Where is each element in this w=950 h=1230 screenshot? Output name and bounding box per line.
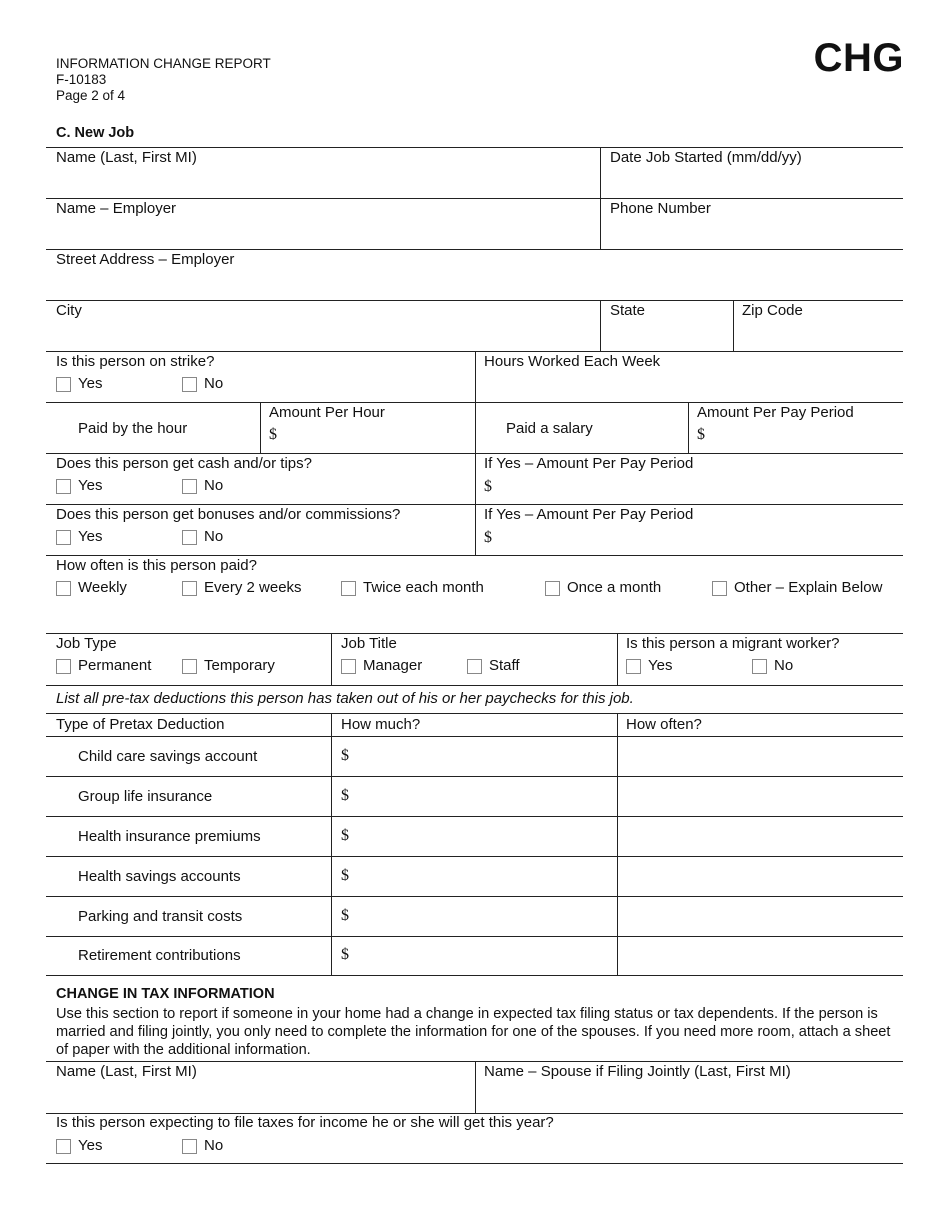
rule bbox=[46, 896, 903, 897]
job-title-label: Job Title bbox=[341, 635, 397, 652]
form-name: INFORMATION CHANGE REPORT bbox=[56, 56, 271, 71]
rule bbox=[260, 402, 261, 453]
rule bbox=[331, 713, 332, 975]
bonuses-question: Does this person get bonuses and/or commissions? bbox=[56, 506, 401, 523]
deduction-row-label: Retirement contributions bbox=[78, 947, 241, 964]
rule bbox=[46, 198, 903, 199]
rule bbox=[46, 776, 903, 777]
temporary-label: Temporary bbox=[204, 657, 275, 674]
amount-period-label[interactable]: Amount Per Pay Period bbox=[697, 404, 854, 421]
other-frequency-checkbox[interactable] bbox=[712, 581, 727, 596]
bonuses-yes-checkbox[interactable] bbox=[56, 530, 71, 545]
tax-section-title: CHANGE IN TAX INFORMATION bbox=[56, 986, 275, 1002]
form-number: F-10183 bbox=[56, 72, 107, 87]
dollar-sign: $ bbox=[269, 426, 277, 443]
strike-no-label: No bbox=[204, 375, 224, 392]
rule bbox=[46, 936, 903, 937]
bonuses-no-label: No bbox=[204, 528, 224, 545]
dollar-sign: $ bbox=[484, 529, 492, 546]
deduction-type-header: Type of Pretax Deduction bbox=[56, 716, 225, 733]
dollar-sign: $ bbox=[484, 478, 492, 495]
cash-tips-no-checkbox[interactable] bbox=[182, 479, 197, 494]
dollar-sign: $ bbox=[341, 827, 349, 844]
how-often-question: How often is this person paid? bbox=[56, 557, 257, 574]
cash-tips-yes-label: Yes bbox=[78, 477, 103, 494]
temporary-checkbox[interactable] bbox=[182, 659, 197, 674]
rule bbox=[617, 633, 618, 685]
strike-yes-checkbox[interactable] bbox=[56, 377, 71, 392]
bonuses-amount-label[interactable]: If Yes – Amount Per Pay Period bbox=[484, 506, 694, 523]
deduction-row-label: Health savings accounts bbox=[78, 868, 241, 885]
migrant-no-checkbox[interactable] bbox=[752, 659, 767, 674]
zip-field-label[interactable]: Zip Code bbox=[742, 302, 803, 319]
rule bbox=[46, 736, 903, 737]
rule bbox=[46, 816, 903, 817]
page-number: Page 2 of 4 bbox=[56, 88, 126, 103]
tax-section-description: Use this section to report if someone in your home had a change in expected tax filing status or tax dependents. If the person is married and filing jointly, you only need to complete the information for one of the spouses. If you need more room, attach a sheet of paper with the additional information. bbox=[56, 1006, 891, 1058]
deduction-amount-header: How much? bbox=[341, 716, 421, 733]
phone-field-label[interactable]: Phone Number bbox=[610, 200, 711, 217]
bonuses-no-checkbox[interactable] bbox=[182, 530, 197, 545]
file-taxes-no-checkbox[interactable] bbox=[182, 1139, 197, 1154]
deductions-instruction: List all pre-tax deductions this person has taken out of his or her paychecks for this job. bbox=[56, 690, 634, 707]
once-month-checkbox[interactable] bbox=[545, 581, 560, 596]
deduction-often-header: How often? bbox=[626, 716, 702, 733]
deduction-row-label: Child care savings account bbox=[78, 748, 258, 765]
rule bbox=[46, 147, 903, 148]
deduction-row-label: Parking and transit costs bbox=[78, 908, 243, 925]
city-field-label[interactable]: City bbox=[56, 302, 82, 319]
form-code: CHG bbox=[813, 36, 904, 80]
manager-checkbox[interactable] bbox=[341, 659, 356, 674]
rule bbox=[733, 300, 734, 351]
dollar-sign: $ bbox=[341, 946, 349, 963]
staff-checkbox[interactable] bbox=[467, 659, 482, 674]
every-2-weeks-checkbox[interactable] bbox=[182, 581, 197, 596]
cash-tips-yes-checkbox[interactable] bbox=[56, 479, 71, 494]
twice-month-checkbox[interactable] bbox=[341, 581, 356, 596]
dollar-sign: $ bbox=[341, 787, 349, 804]
form-header bbox=[56, 56, 271, 104]
rule bbox=[331, 633, 332, 685]
bonuses-yes-label: Yes bbox=[78, 528, 103, 545]
cash-tips-amount-label[interactable]: If Yes – Amount Per Pay Period bbox=[484, 455, 694, 472]
rule bbox=[688, 402, 689, 453]
twice-month-label: Twice each month bbox=[363, 579, 484, 596]
employer-field-label[interactable]: Name – Employer bbox=[56, 200, 177, 217]
date-started-field-label[interactable]: Date Job Started (mm/dd/yy) bbox=[610, 149, 802, 166]
weekly-label: Weekly bbox=[78, 579, 127, 596]
rule bbox=[600, 147, 601, 249]
migrant-no-label: No bbox=[774, 657, 794, 674]
staff-label: Staff bbox=[489, 657, 520, 674]
rule bbox=[475, 1061, 476, 1113]
every-2-weeks-label: Every 2 weeks bbox=[204, 579, 302, 596]
rule bbox=[46, 555, 903, 556]
rule bbox=[617, 713, 618, 975]
rule bbox=[600, 300, 601, 351]
job-type-label: Job Type bbox=[56, 635, 117, 652]
migrant-yes-checkbox[interactable] bbox=[626, 659, 641, 674]
file-taxes-question: Is this person expecting to file taxes for income he or she will get this year? bbox=[56, 1114, 554, 1131]
manager-label: Manager bbox=[363, 657, 423, 674]
deduction-row-label: Group life insurance bbox=[78, 788, 213, 805]
file-taxes-no-label: No bbox=[204, 1137, 224, 1154]
rule bbox=[475, 351, 476, 555]
weekly-checkbox[interactable] bbox=[56, 581, 71, 596]
dollar-sign: $ bbox=[697, 426, 705, 443]
once-month-label: Once a month bbox=[567, 579, 662, 596]
spouse-name-field-label[interactable]: Name – Spouse if Filing Jointly (Last, First MI) bbox=[484, 1063, 791, 1080]
paid-salary-label: Paid a salary bbox=[506, 420, 593, 437]
file-taxes-yes-label: Yes bbox=[78, 1137, 103, 1154]
rule bbox=[46, 975, 903, 976]
strike-yes-label: Yes bbox=[78, 375, 103, 392]
street-field-label[interactable]: Street Address – Employer bbox=[56, 251, 235, 268]
file-taxes-yes-checkbox[interactable] bbox=[56, 1139, 71, 1154]
cash-tips-question: Does this person get cash and/or tips? bbox=[56, 455, 312, 472]
permanent-label: Permanent bbox=[78, 657, 152, 674]
permanent-checkbox[interactable] bbox=[56, 659, 71, 674]
migrant-yes-label: Yes bbox=[648, 657, 673, 674]
deduction-row-label: Health insurance premiums bbox=[78, 828, 261, 845]
strike-question: Is this person on strike? bbox=[56, 353, 215, 370]
tax-name-field-label[interactable]: Name (Last, First MI) bbox=[56, 1063, 197, 1080]
rule bbox=[46, 685, 903, 686]
amount-hour-label[interactable]: Amount Per Hour bbox=[269, 404, 385, 421]
rule bbox=[46, 633, 903, 634]
rule bbox=[46, 1163, 903, 1164]
dollar-sign: $ bbox=[341, 747, 349, 764]
cash-tips-no-label: No bbox=[204, 477, 224, 494]
rule bbox=[46, 856, 903, 857]
section-c-title: C. New Job bbox=[56, 125, 135, 141]
other-frequency-label: Other – Explain Below bbox=[734, 579, 883, 596]
rule bbox=[46, 249, 903, 250]
rule bbox=[46, 713, 903, 714]
strike-no-checkbox[interactable] bbox=[182, 377, 197, 392]
state-field-label[interactable]: State bbox=[610, 302, 646, 319]
hours-field-label[interactable]: Hours Worked Each Week bbox=[484, 353, 661, 370]
rule bbox=[46, 300, 903, 301]
name-field-label[interactable]: Name (Last, First MI) bbox=[56, 149, 197, 166]
migrant-question: Is this person a migrant worker? bbox=[626, 635, 840, 652]
paid-hour-label: Paid by the hour bbox=[78, 420, 188, 437]
dollar-sign: $ bbox=[341, 907, 349, 924]
dollar-sign: $ bbox=[341, 867, 349, 884]
